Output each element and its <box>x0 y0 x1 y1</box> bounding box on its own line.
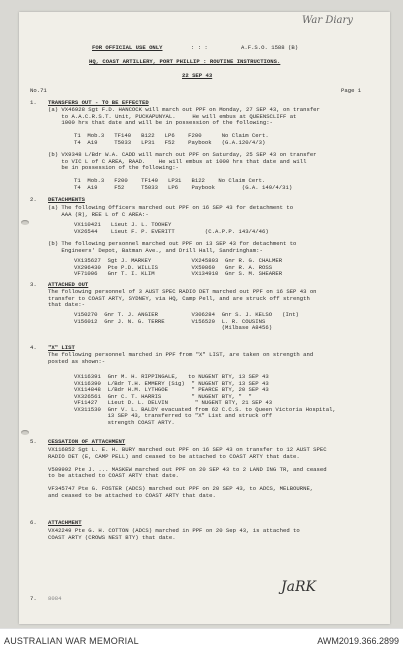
text-line: VF345747 Pte G. FOSTER (ADCS) marched out PPF on 20 SEP 43, to ADCS, MELBOURNE, <box>48 485 314 492</box>
page-number: Page 1 <box>341 87 362 94</box>
text-line: VF71006 Gnr T. I. KLIM VX134910 Gnr S. M. SHEARER <box>74 270 283 277</box>
text-line: (b) The following personnel marched out PPF on 13 SEP 43 for detachment to <box>48 240 297 247</box>
handwritten-note: War Diary <box>302 15 353 26</box>
text-line: be in possession of the following:- <box>48 164 179 171</box>
section-number: 6. <box>30 519 37 526</box>
item-list <box>74 374 336 426</box>
text-line: (Milbase A8456) <box>74 324 273 331</box>
item-list <box>74 222 269 235</box>
text-line: RADIO DET (E, CAMP PELL) and ceased to be attached to COAST ARTY that date. <box>48 452 300 460</box>
section-title: "X" LIST <box>48 344 75 351</box>
order-date: 22 SEP 43 <box>182 72 213 79</box>
text-line: and ceased to be attached to COAST ARTY that date. <box>48 491 216 499</box>
paragraph <box>48 352 313 365</box>
item-list <box>74 312 299 332</box>
text-line: VX116852 Sgt L. E. H. BURY marched out PPF on 16 SEP 43 on transfer to 12 AUST SPEC <box>48 446 327 453</box>
text-line: T4 A19 T5033 LP31 F52 Paybook (G.A.120/4/3) <box>74 138 266 146</box>
text-line: VX326561 Gnr C. T. HARRIS " NUGENT BTY, " " <box>74 392 252 400</box>
text-line: transfer to COAST ARTY, SYDNEY, via HQ, Camp Pell, and are struck off strength <box>48 294 310 302</box>
section-title: ATTACHMENT <box>48 519 82 526</box>
signature: JaRK <box>281 579 316 595</box>
paragraph <box>48 241 296 254</box>
punch-hole <box>21 220 29 225</box>
text-line: T1 Mob.3 F200 TF140 LP31 B122 No Claim Cert. <box>74 177 266 184</box>
item-list <box>74 133 269 146</box>
collection-label: AUSTRALIAN WAR MEMORIAL <box>4 636 139 646</box>
text-line: VX311530 Gnr V. L. BALDY evacuated from 62 C.C.S. to Queen Victoria Hospital, <box>74 405 336 413</box>
section-title: ATTACHED OUT <box>48 281 89 288</box>
text-line: T1 Mob.3 TF140 B122 LP6 F200 No Claim Cert. <box>74 132 269 139</box>
accession-number: AWM2019.366.2899 <box>317 636 399 646</box>
section-title: TRANSFERS OUT - TO BE EFFECTED <box>48 99 149 106</box>
text-line: AAA (R), REE L of C AREA:- <box>48 210 149 218</box>
paragraph <box>48 107 320 127</box>
text-line: to be attached to COAST ARTY that date. <box>48 472 179 479</box>
text-line: VF11427 Lieut D. L. DELVIN " NUGENT BTY, 21 SEP 43 <box>74 399 273 406</box>
punch-hole <box>21 430 29 435</box>
classification-label: FOR OFFICIAL USE ONLY <box>92 44 163 51</box>
section-title: CESSATION OF ATTACHMENT <box>48 438 126 445</box>
paragraph <box>48 528 300 541</box>
text-line: (b) VX9348 L/Bdr W.A. CADD will march out PPF on Saturday, 25 SEP 43 on transfer <box>48 151 317 158</box>
section-number: 4. <box>30 344 37 351</box>
text-line: V156012 Gnr J. N. G. TERRE V156520 L. R. COUSINS <box>74 317 266 325</box>
text-line: VX114848 L/Bdr H.M. LYTHGOE " PEARCE BTY, 20 SEP 43 <box>74 386 269 393</box>
text-line: Engineers' Depot, Batman Ave., and Drill Hall, Sandringham:- <box>48 246 263 254</box>
section-number: 7. <box>30 595 37 602</box>
text-line: VX135627 Sgt J. MARKEY VX245803 Gnr R. G. CHALMER <box>74 257 283 264</box>
text-line: T4 A19 F52 T5033 LP6 Paybook (G.A. 149/4/31) <box>74 183 293 191</box>
section-number: 1. <box>30 99 37 106</box>
text-line: VX26544 Lieut F. P. EVERITT (C.A.P.P. 143/4/46) <box>74 227 269 235</box>
section-title: DETACHMENTS <box>48 196 85 203</box>
text-line: 13 SEP 43, transferred to "X" List and struck off <box>74 412 273 419</box>
footer-bar <box>0 628 403 654</box>
text-line: to A.A.C.R.S.T. Unit, PUCKAPUNYAL. He will embus at QUEENSCLIFF at <box>48 112 297 120</box>
text-line: VX42249 Pte G. H. COTTON (ADCS) marched in PPF on 20 Sep 43, is attached to <box>48 527 300 534</box>
unit-heading: HQ, COAST ARTILLERY, PORT PHILLIP : ROUTINE INSTRUCTIONS. <box>89 58 281 65</box>
item-list <box>74 178 292 191</box>
paragraph <box>48 152 317 172</box>
text-line: VX116391 Gnr M. H. RIPPINGALE, to NUGENT BTY, 13 SEP 43 <box>74 373 269 380</box>
text-line: V509992 Pte J. ... MASKEW marched out PPF on 20 SEP 43 to 2 LAND ING TR, and ceased <box>48 465 327 473</box>
text-line: VX296430 Pte P.D. WILLIS VX59860 Gnr R. A. ROSS <box>74 263 273 271</box>
item-list <box>74 258 282 278</box>
form-reference: A.F.S.O. 1588 (B) <box>241 44 299 51</box>
text-line: The following personnel of 3 AUST SPEC RADIO DET marched out PPF on 16 SEP 43 on <box>48 288 317 295</box>
text-line: to VIC L of C AREA, RAAD. He will embus at 1000 hrs that date and will <box>48 157 307 165</box>
paragraph <box>48 447 327 499</box>
section-number: 3. <box>30 281 37 288</box>
text-line: posted as shown:- <box>48 357 106 365</box>
text-line: that date:- <box>48 301 85 308</box>
section-text: 8084 <box>48 595 62 602</box>
text-line: VX116390 L/Bdr T.H. EMMERY (Sig) " NUGENT BTY, 13 SEP 43 <box>74 379 269 387</box>
text-line: 1000 hrs that date and will be in possession of the following:- <box>48 119 273 126</box>
text-line: (a) The following Officers marched out PPF on 16 SEP 43 for detachment to <box>48 204 294 211</box>
text-line: VX110421 Lieut J. L. TOOHEY <box>74 221 172 228</box>
text-line: The following personnel marched in PPF from "X" LIST, are taken on strength and <box>48 351 314 358</box>
text-line: strength COAST ARTY. <box>74 418 175 426</box>
paragraph <box>48 205 293 218</box>
section-number: 5. <box>30 438 37 445</box>
order-number: No.71 <box>30 87 47 94</box>
section-number: 2. <box>30 196 37 203</box>
text-line: (a) VX46928 Sgt F.D. HANCOCK will march out PPF on Monday, 27 SEP 43, on transfer <box>48 106 320 113</box>
text-line: V150270 Gnr T. J. ANGIER V306284 Gnr S. J. KELSO (Int) <box>74 311 299 318</box>
text-line: COAST ARTY (CROWS NEST BTY) that date. <box>48 533 176 541</box>
document-page <box>19 12 390 624</box>
paragraph <box>48 289 317 309</box>
ref-marks: : : : <box>191 44 208 51</box>
